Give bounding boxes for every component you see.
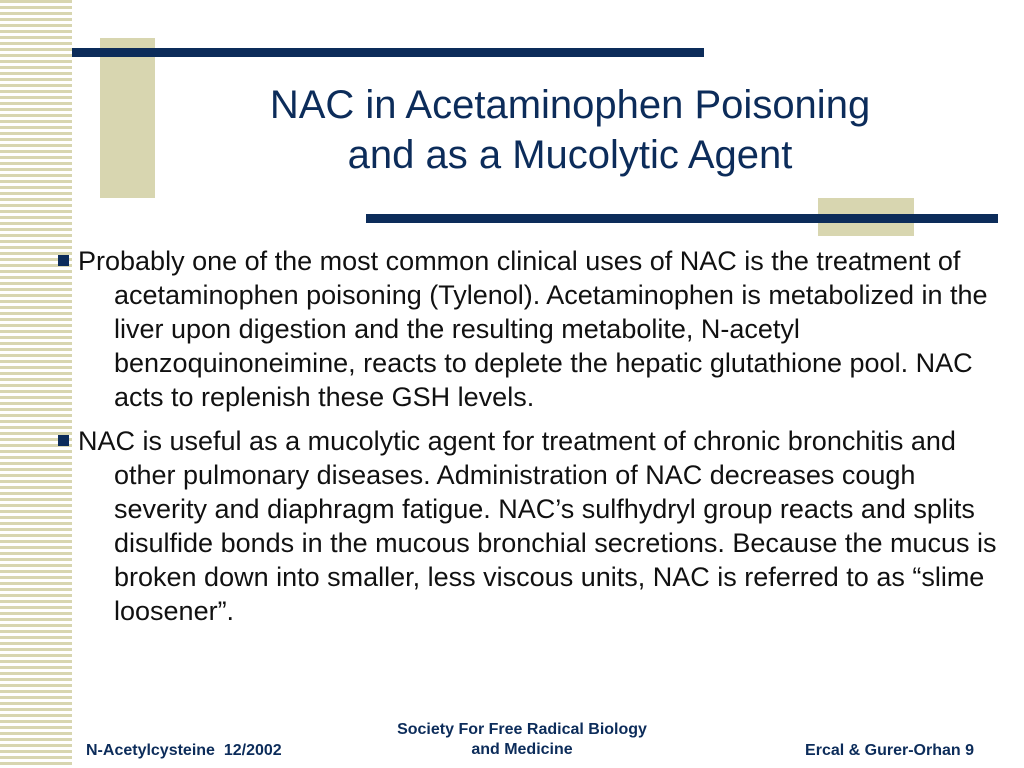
slide-title-line-1: NAC in Acetaminophen Poisoning (269, 83, 871, 127)
footer-center-line-1: Society For Free Radical Biology (397, 721, 647, 738)
footer-center-line-2: and Medicine (471, 741, 573, 758)
footer-center (352, 720, 692, 760)
bullet-item-1 (58, 244, 1008, 414)
title-rule-bottom (366, 214, 998, 223)
square-bullet-icon (58, 435, 69, 446)
footer-left: N-Acetylcysteine 12/2002 (86, 742, 282, 759)
title-rule-top (72, 48, 704, 57)
square-bullet-icon (58, 255, 69, 266)
footer-right: Ercal & Gurer-Orhan 9 (805, 742, 974, 759)
bullet-text: NAC is useful as a mucolytic agent for treatment of chronic bronchitis and other pulmonary diseases. Administration of NAC decreases cough severity and diaphragm fatigue. NAC’s sulfhydryl group reacts and splits disulfide bonds in the mucous bronchial secretions. Because the mucus is broken down into smaller, less viscous units, NAC is referred to as “slime loosener”. (78, 426, 997, 626)
bullet-text: Probably one of the most common clinical uses of NAC is the treatment of acetaminophen poisoning (Tylenol). Acetaminophen is metabolized in the liver upon digestion and the resulting metabolite, N-acetyl benzoquinoneimine, reacts to deplete the hepatic glutathione pool. NAC acts to replenish these GSH levels. (78, 246, 988, 412)
slide-title (160, 80, 980, 180)
bullet-item-2 (58, 424, 1008, 628)
slide-title-line-2: and as a Mucolytic Agent (347, 133, 793, 177)
decorative-block-left (100, 38, 155, 198)
slide-content (58, 244, 1008, 638)
